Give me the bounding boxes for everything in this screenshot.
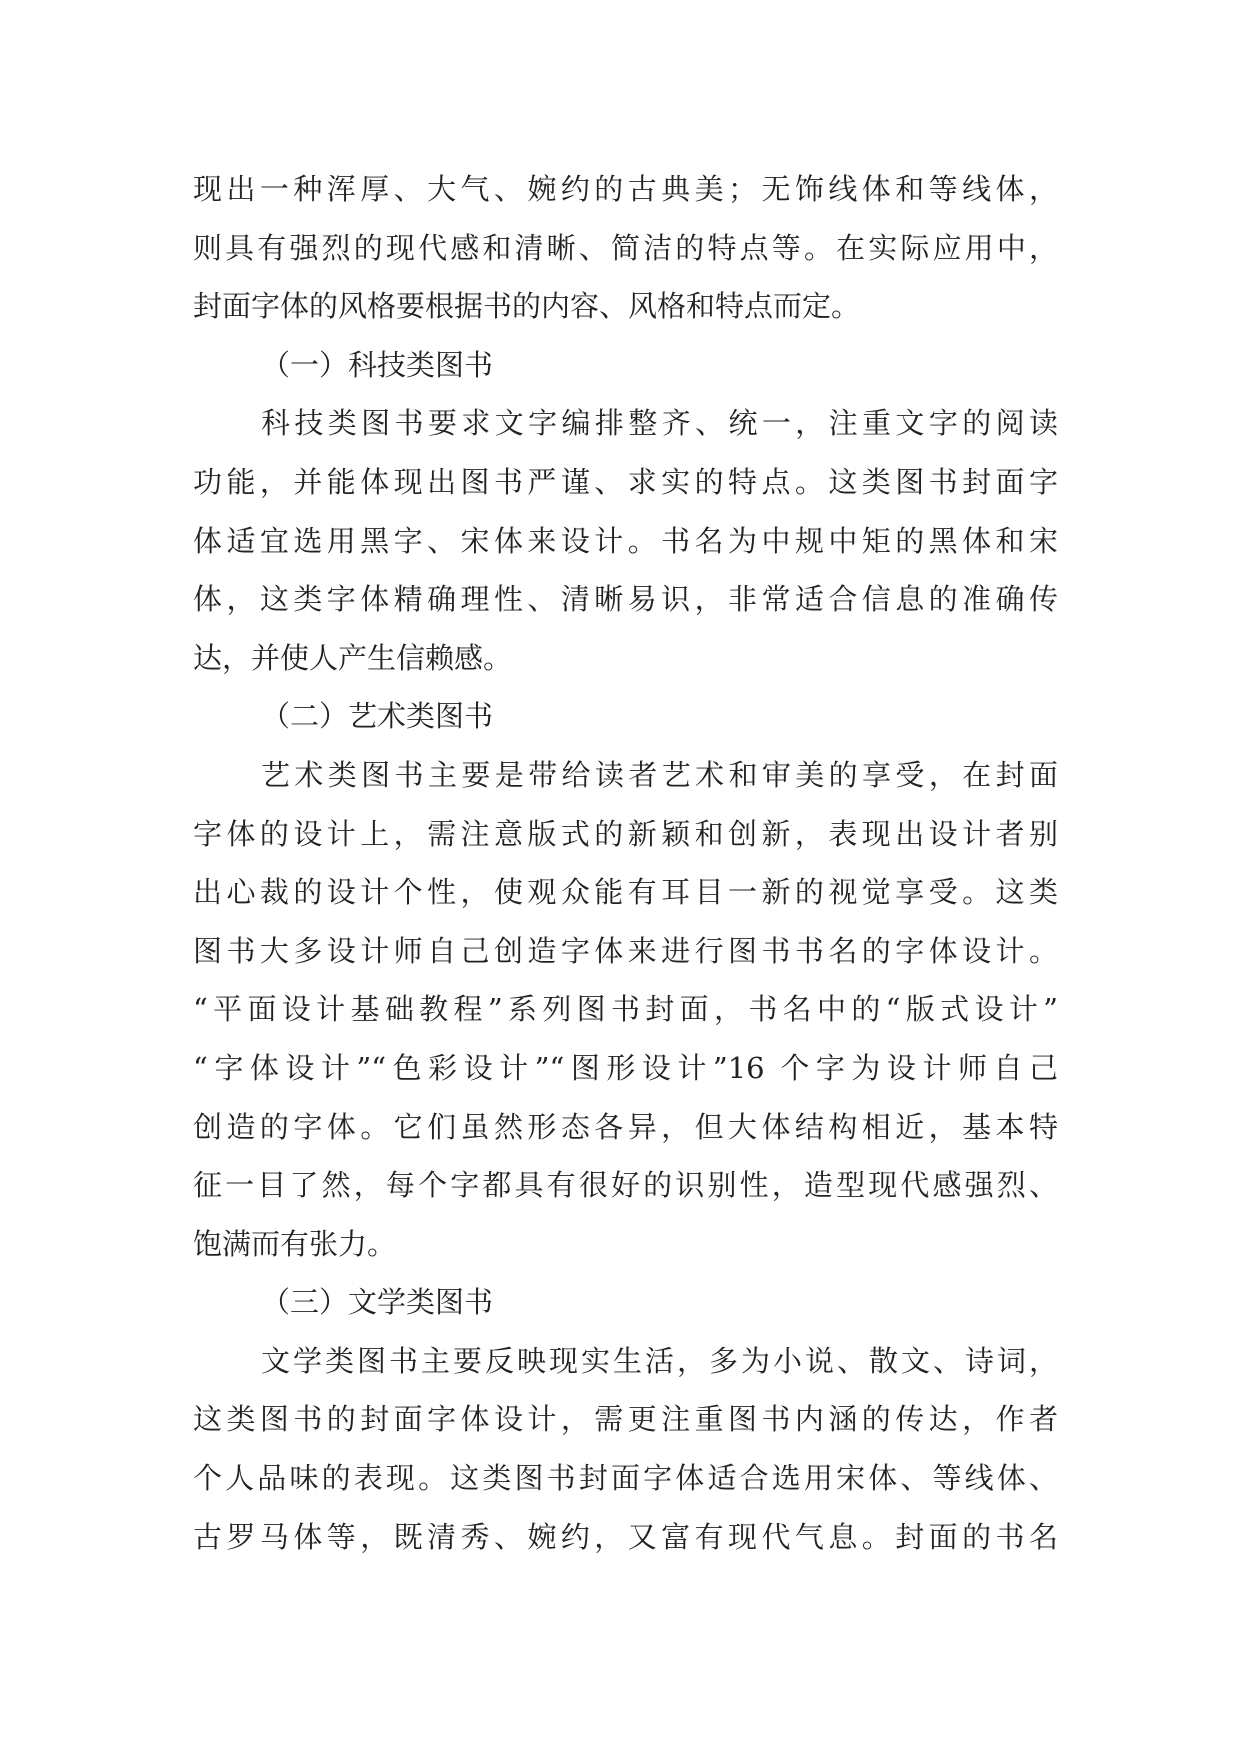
paragraph-line: 功能，并能体现出图书严谨、求实的特点。这类图书封面字 xyxy=(193,464,1058,499)
paragraph-line: 体，这类字体精确理性、清晰易识，非常适合信息的准确传 xyxy=(193,582,1058,617)
section-heading: （三）文学类图书 xyxy=(261,1285,494,1320)
section-heading: （二）艺术类图书 xyxy=(261,699,494,734)
paragraph-line: 科技类图书要求文字编排整齐、统一，注重文字的阅读 xyxy=(261,406,1058,441)
paragraph-line: 创造的字体。它们虽然形态各异，但大体结构相近，基本特 xyxy=(193,1109,1058,1144)
paragraph-line: 艺术类图书主要是带给读者艺术和审美的享受，在封面 xyxy=(261,757,1058,792)
paragraph-line: 征一目了然，每个字都具有很好的识别性，造型现代感强烈、 xyxy=(193,1168,1058,1203)
paragraph-line: 则具有强烈的现代感和清晰、简洁的特点等。在实际应用中， xyxy=(193,230,1058,265)
paragraph-line: 达，并使人产生信赖感。 xyxy=(193,640,513,675)
paragraph-line: 饱满而有张力。 xyxy=(193,1226,397,1261)
paragraph-line: 文学类图书主要反映现实生活，多为小说、散文、诗词， xyxy=(261,1343,1058,1378)
paragraph-line: 个人品味的表现。这类图书封面字体适合选用宋体、等线体、 xyxy=(193,1461,1058,1496)
paragraph-line: “平面设计基础教程”系列图书封面，书名中的“版式设计” xyxy=(193,992,1058,1027)
paragraph-line: 这类图书的封面字体设计，需更注重图书内涵的传达，作者 xyxy=(193,1402,1058,1437)
paragraph-line: 字体的设计上，需注意版式的新颖和创新，表现出设计者别 xyxy=(193,816,1058,851)
paragraph-line: 出心裁的设计个性，使观众能有耳目一新的视觉享受。这类 xyxy=(193,875,1058,910)
paragraph-line: 体适宜选用黑字、宋体来设计。书名为中规中矩的黑体和宋 xyxy=(193,523,1058,558)
section-heading: （一）科技类图书 xyxy=(261,347,494,382)
document-body xyxy=(193,160,1058,1566)
paragraph-line: “字体设计”“色彩设计”“图形设计”16 个字为设计师自己 xyxy=(193,1050,1058,1085)
paragraph-line: 古罗马体等，既清秀、婉约，又富有现代气息。封面的书名 xyxy=(193,1519,1058,1554)
paragraph-line: 现出一种浑厚、大气、婉约的古典美；无饰线体和等线体， xyxy=(193,172,1058,206)
paragraph-line: 图书大多设计师自己创造字体来进行图书书名的字体设计。 xyxy=(193,933,1058,968)
paragraph-line: 封面字体的风格要根据书的内容、风格和特点而定。 xyxy=(193,289,861,324)
